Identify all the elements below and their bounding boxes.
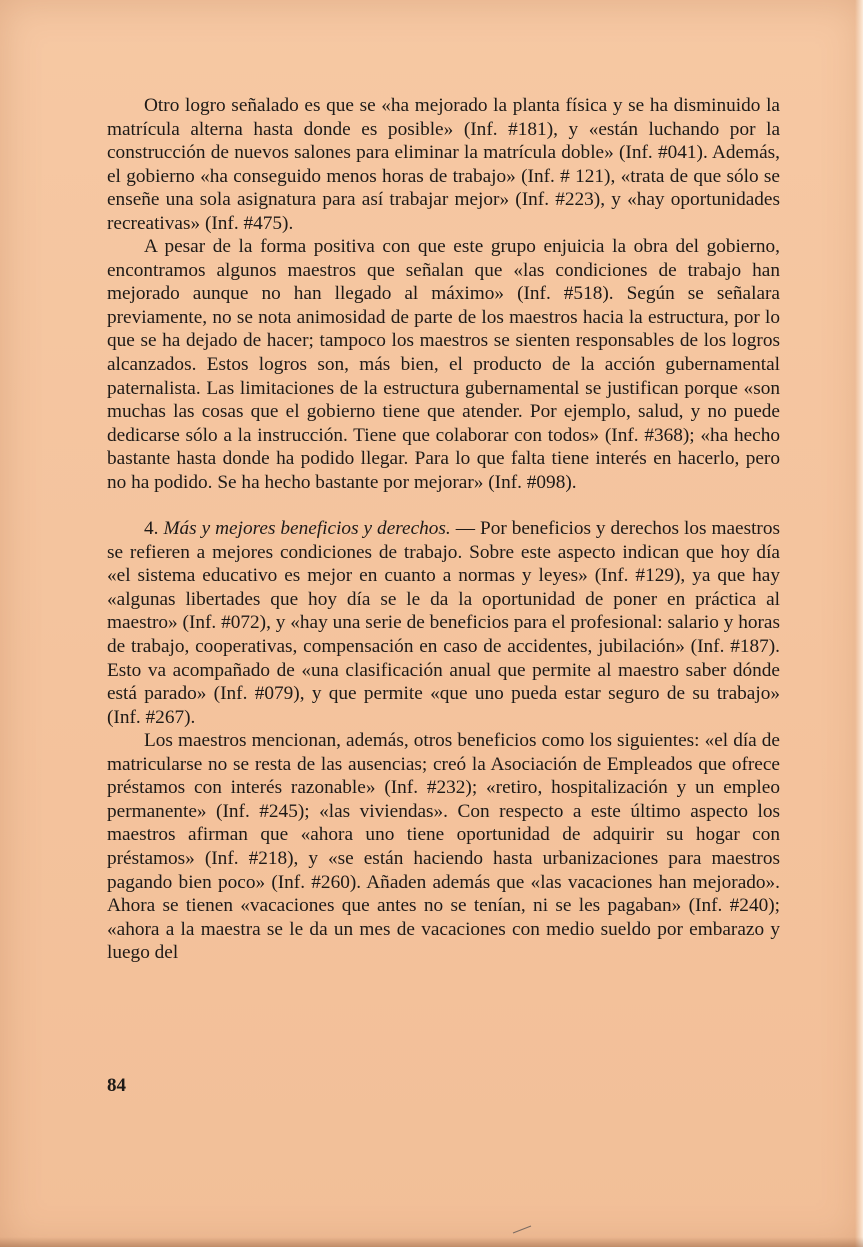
ink-smudge-mark: [512, 1224, 532, 1234]
section-title: Más y mejores beneficios y derechos.: [163, 518, 451, 540]
paragraph-forma-positiva: A pesar de la forma positiva con que este grupo enjuicia la obra del gobierno, encontramos algunos maestros que señalan que «las condiciones de trabajo han mejorado aunque no han llegado al máximo» (Inf. #518). Según se señalara previamente, no se nota animosidad de parte de los maestros hacia la estructura, por lo que se ha dejado de hacer; tampoco los maestros se sienten responsables de los logros alcanzados. Estos logros son, más bien, el producto de la acción gubernamental paternalista. Las limitaciones de la estructura gubernamental se justifican porque «son muchas las cosas que el gobierno tiene que atender. Por ejemplo, salud, y no puede dedicarse sólo a la instrucción. Tiene que colaborar con todos» (Inf. #368); «ha hecho bastante hasta donde ha podido llegar. Para lo que falta tiene interés en hacerlo, pero no ha podido. Se ha hecho bastante por mejorar» (Inf. #098).: [107, 236, 780, 493]
body-text: [107, 94, 780, 965]
page-number: 84: [107, 1075, 126, 1096]
section-separator: —: [455, 518, 476, 540]
page-edge-highlight: [855, 0, 863, 1247]
section-text: Por beneficios y derechos los maestros se refieren a mejores condiciones de trabajo. Sobre este aspecto indican que hoy día «el sistema educativo es mejor en cuanto a normas y leyes» (Inf. #129), ya que hay «algunas libertades que hoy día se le da la oportunidad de poner en práctica al maestro» (Inf. #072), y «hay una serie de beneficios para el profesional: salario y horas de trabajo, cooperativas, compensación en caso de accidentes, jubilación» (Inf. #187). Esto va acompañado de «una clasificación anual que permite al maestro saber dónde está parado» (Inf. #079), y que permite «que uno pueda estar seguro de su trabajo» (Inf. #267).: [107, 518, 780, 728]
section-beneficios: [107, 517, 780, 729]
paragraph-logros: Otro logro señalado es que se «ha mejorado la planta física y se ha disminuido la matrícula alterna hasta donde es posible» (Inf. #181), y «están luchando por la construcción de nuevos salones para eliminar la matrícula doble» (Inf. #041). Además, el gobierno «ha conseguido menos horas de trabajo» (Inf. # 121), «trata de que sólo se enseñe una sola asignatura para así trabajar mejor» (Inf. #223), y «hay oportunidades recreativas» (Inf. #475).: [107, 95, 780, 234]
page-edge-shadow: [0, 1237, 863, 1247]
section-number: 4.: [144, 518, 159, 540]
paragraph-otros-beneficios: Los maestros mencionan, además, otros beneficios como los siguientes: «el día de matricularse no se resta de las ausencias; creó la Asociación de Empleados que ofrece préstamos con interés razonable» (Inf. #232); «retiro, hospitalización y un empleo permanente» (Inf. #245); «las viviendas». Con respecto a este último aspecto los maestros afirman que «ahora uno tiene oportunidad de adquirir su hogar con préstamos» (Inf. #218), y «se están haciendo hasta urbanizaciones para maestros pagando bien poco» (Inf. #260). Añaden además que «las vacaciones han mejorado». Ahora se tienen «vacaciones que antes no se tenían, ni se les pagaban» (Inf. #240); «ahora a la maestra se le da un mes de vacaciones con medio sueldo por embarazo y luego del: [107, 730, 780, 964]
